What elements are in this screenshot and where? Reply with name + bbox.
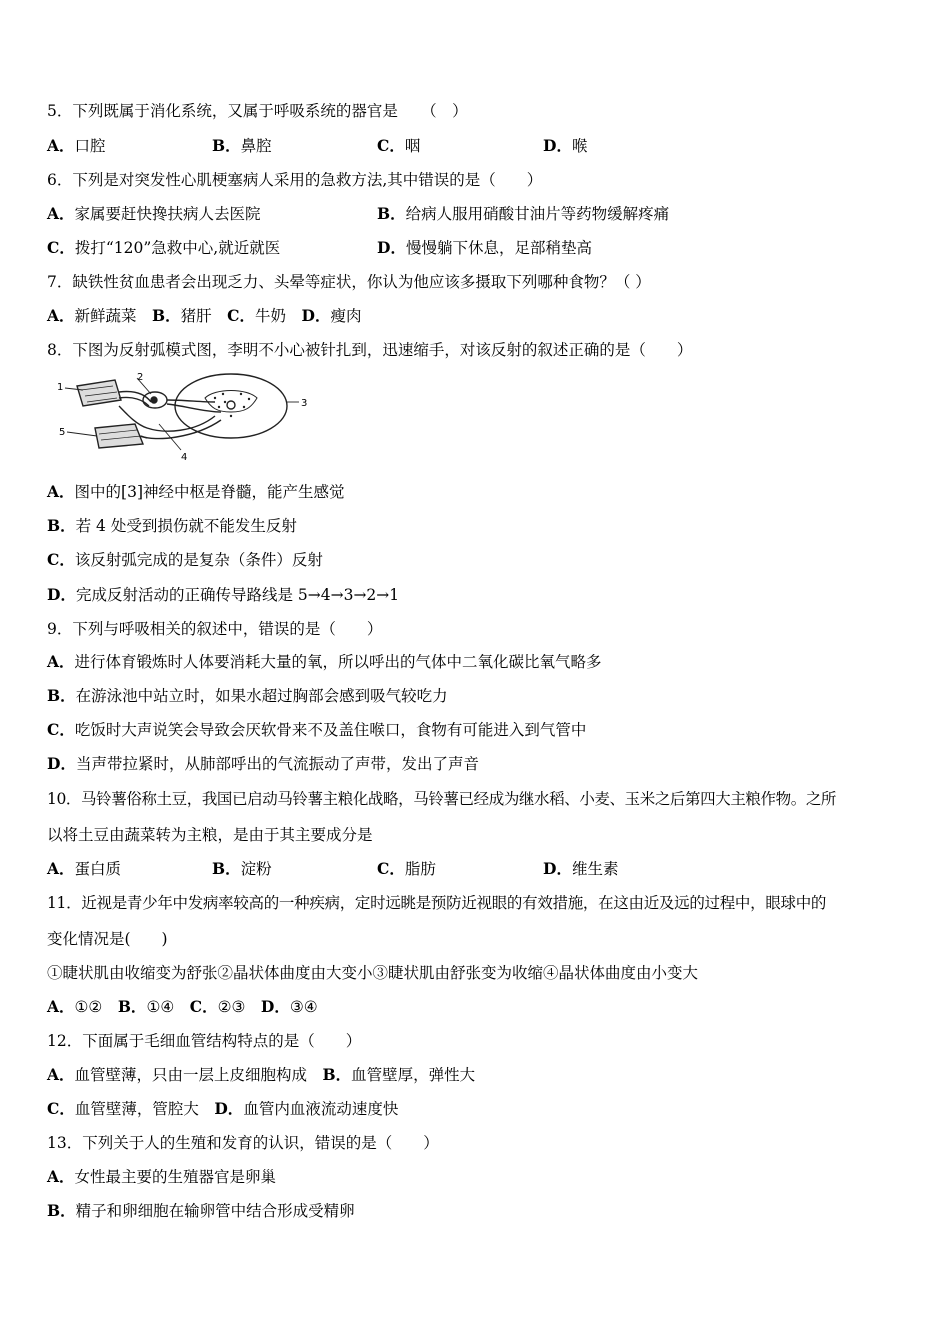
q5-option-a: A．口腔 — [47, 136, 106, 155]
question-10-stem-line1: 10．马铃薯俗称土豆，我国已启动马铃薯主粮化战略，马铃薯已经成为继水稻、小麦、玉米之后第四大主粮作物。之所 — [47, 790, 837, 808]
q11-statements: ①睫状肌由收缩变为舒张②晶状体曲度由大变小③睫状肌由舒张变为收缩④晶状体曲度由小变大 — [47, 964, 699, 982]
q13-option-b: B．精子和卵细胞在输卵管中结合形成受精卵 — [47, 1201, 355, 1220]
q12-options-ab: A．血管壁薄，只由一层上皮细胞构成 B．血管壁厚，弹性大 — [47, 1065, 476, 1084]
q10-option-d: D．维生素 — [543, 859, 619, 878]
diagram-label-2: 2 — [137, 372, 144, 383]
question-13-stem: 13．下列关于人的生殖和发育的认识，错误的是（ ） — [47, 1134, 439, 1152]
q10-option-a: A．蛋白质 — [47, 859, 122, 878]
q6-option-b: B．给病人服用硝酸甘油片等药物缓解疼痛 — [377, 204, 670, 223]
diagram-label-1: 1 — [57, 382, 64, 393]
q13-option-a: A．女性最主要的生殖器官是卵巢 — [47, 1167, 277, 1186]
question-11-stem-line1: 11．近视是青少年中发病率较高的一种疾病，定时远眺是预防近视眼的有效措施，在这由近及远的过程中，眼球中的 — [47, 894, 827, 912]
question-12-stem: 12．下面属于毛细血管结构特点的是（ ） — [47, 1032, 362, 1050]
q7-options: A．新鲜蔬菜 B．猪肝 C．牛奶 D．瘦肉 — [47, 306, 362, 325]
question-6-stem: 6．下列是对突发性心肌梗塞病人采用的急救方法,其中错误的是（ ） — [47, 171, 543, 189]
q6-option-a: A．家属要赶快搀扶病人去医院 — [47, 204, 261, 223]
q10-option-b: B．淀粉 — [212, 859, 272, 878]
reflex-arc-diagram — [55, 372, 315, 462]
question-9-stem: 9．下列与呼吸相关的叙述中，错误的是（ ） — [47, 620, 383, 638]
diagram-label-5: 5 — [59, 427, 66, 438]
q6-option-d: D．慢慢躺下休息，足部稍垫高 — [377, 238, 592, 257]
question-7-stem: 7．缺铁性贫血患者会出现乏力、头晕等症状，你认为他应该多摄取下列哪种食物？（ ） — [47, 273, 651, 291]
q9-option-b: B．在游泳池中站立时，如果水超过胸部会感到吸气较吃力 — [47, 686, 448, 705]
question-11-stem-line2: 变化情况是( ) — [47, 930, 168, 948]
q5-option-d: D．喉 — [543, 136, 588, 155]
question-10-stem-line2: 以将土豆由蔬菜转为主粮，是由于其主要成分是 — [47, 826, 373, 844]
q9-option-a: A．进行体育锻炼时人体要消耗大量的氧，所以呼出的气体中二氧化碳比氧气略多 — [47, 652, 602, 671]
q5-option-c: C．咽 — [377, 136, 421, 155]
q12-options-cd: C．血管壁薄，管腔大 D．血管内血液流动速度快 — [47, 1099, 399, 1118]
q8-option-a: A．图中的[3]神经中枢是脊髓，能产生感觉 — [47, 482, 345, 501]
q8-option-b: B．若 4 处受到损伤就不能发生反射 — [47, 516, 297, 535]
q9-option-d: D．当声带拉紧时，从肺部呼出的气流振动了声带，发出了声音 — [47, 754, 479, 773]
question-8-stem: 8．下图为反射弧模式图，李明不小心被针扎到，迅速缩手，对该反射的叙述正确的是（ ） — [47, 341, 693, 359]
q8-option-d: D．完成反射活动的正确传导路线是 5→4→3→2→1 — [47, 585, 400, 604]
diagram-label-3: 3 — [301, 398, 308, 409]
q9-option-c: C．吃饭时大声说笑会导致会厌软骨来不及盖住喉口，食物有可能进入到气管中 — [47, 720, 587, 739]
q8-option-c: C．该反射弧完成的是复杂（条件）反射 — [47, 550, 323, 569]
diagram-label-4: 4 — [181, 452, 188, 462]
q11-options: A．①② B．①④ C．②③ D．③④ — [47, 997, 318, 1016]
q10-option-c: C．脂肪 — [377, 859, 436, 878]
question-5-stem: 5．下列既属于消化系统，又属于呼吸系统的器官是 （ ） — [47, 102, 468, 120]
q5-option-b: B．鼻腔 — [212, 136, 272, 155]
q6-option-c: C．拨打“120”急救中心,就近就医 — [47, 238, 281, 257]
